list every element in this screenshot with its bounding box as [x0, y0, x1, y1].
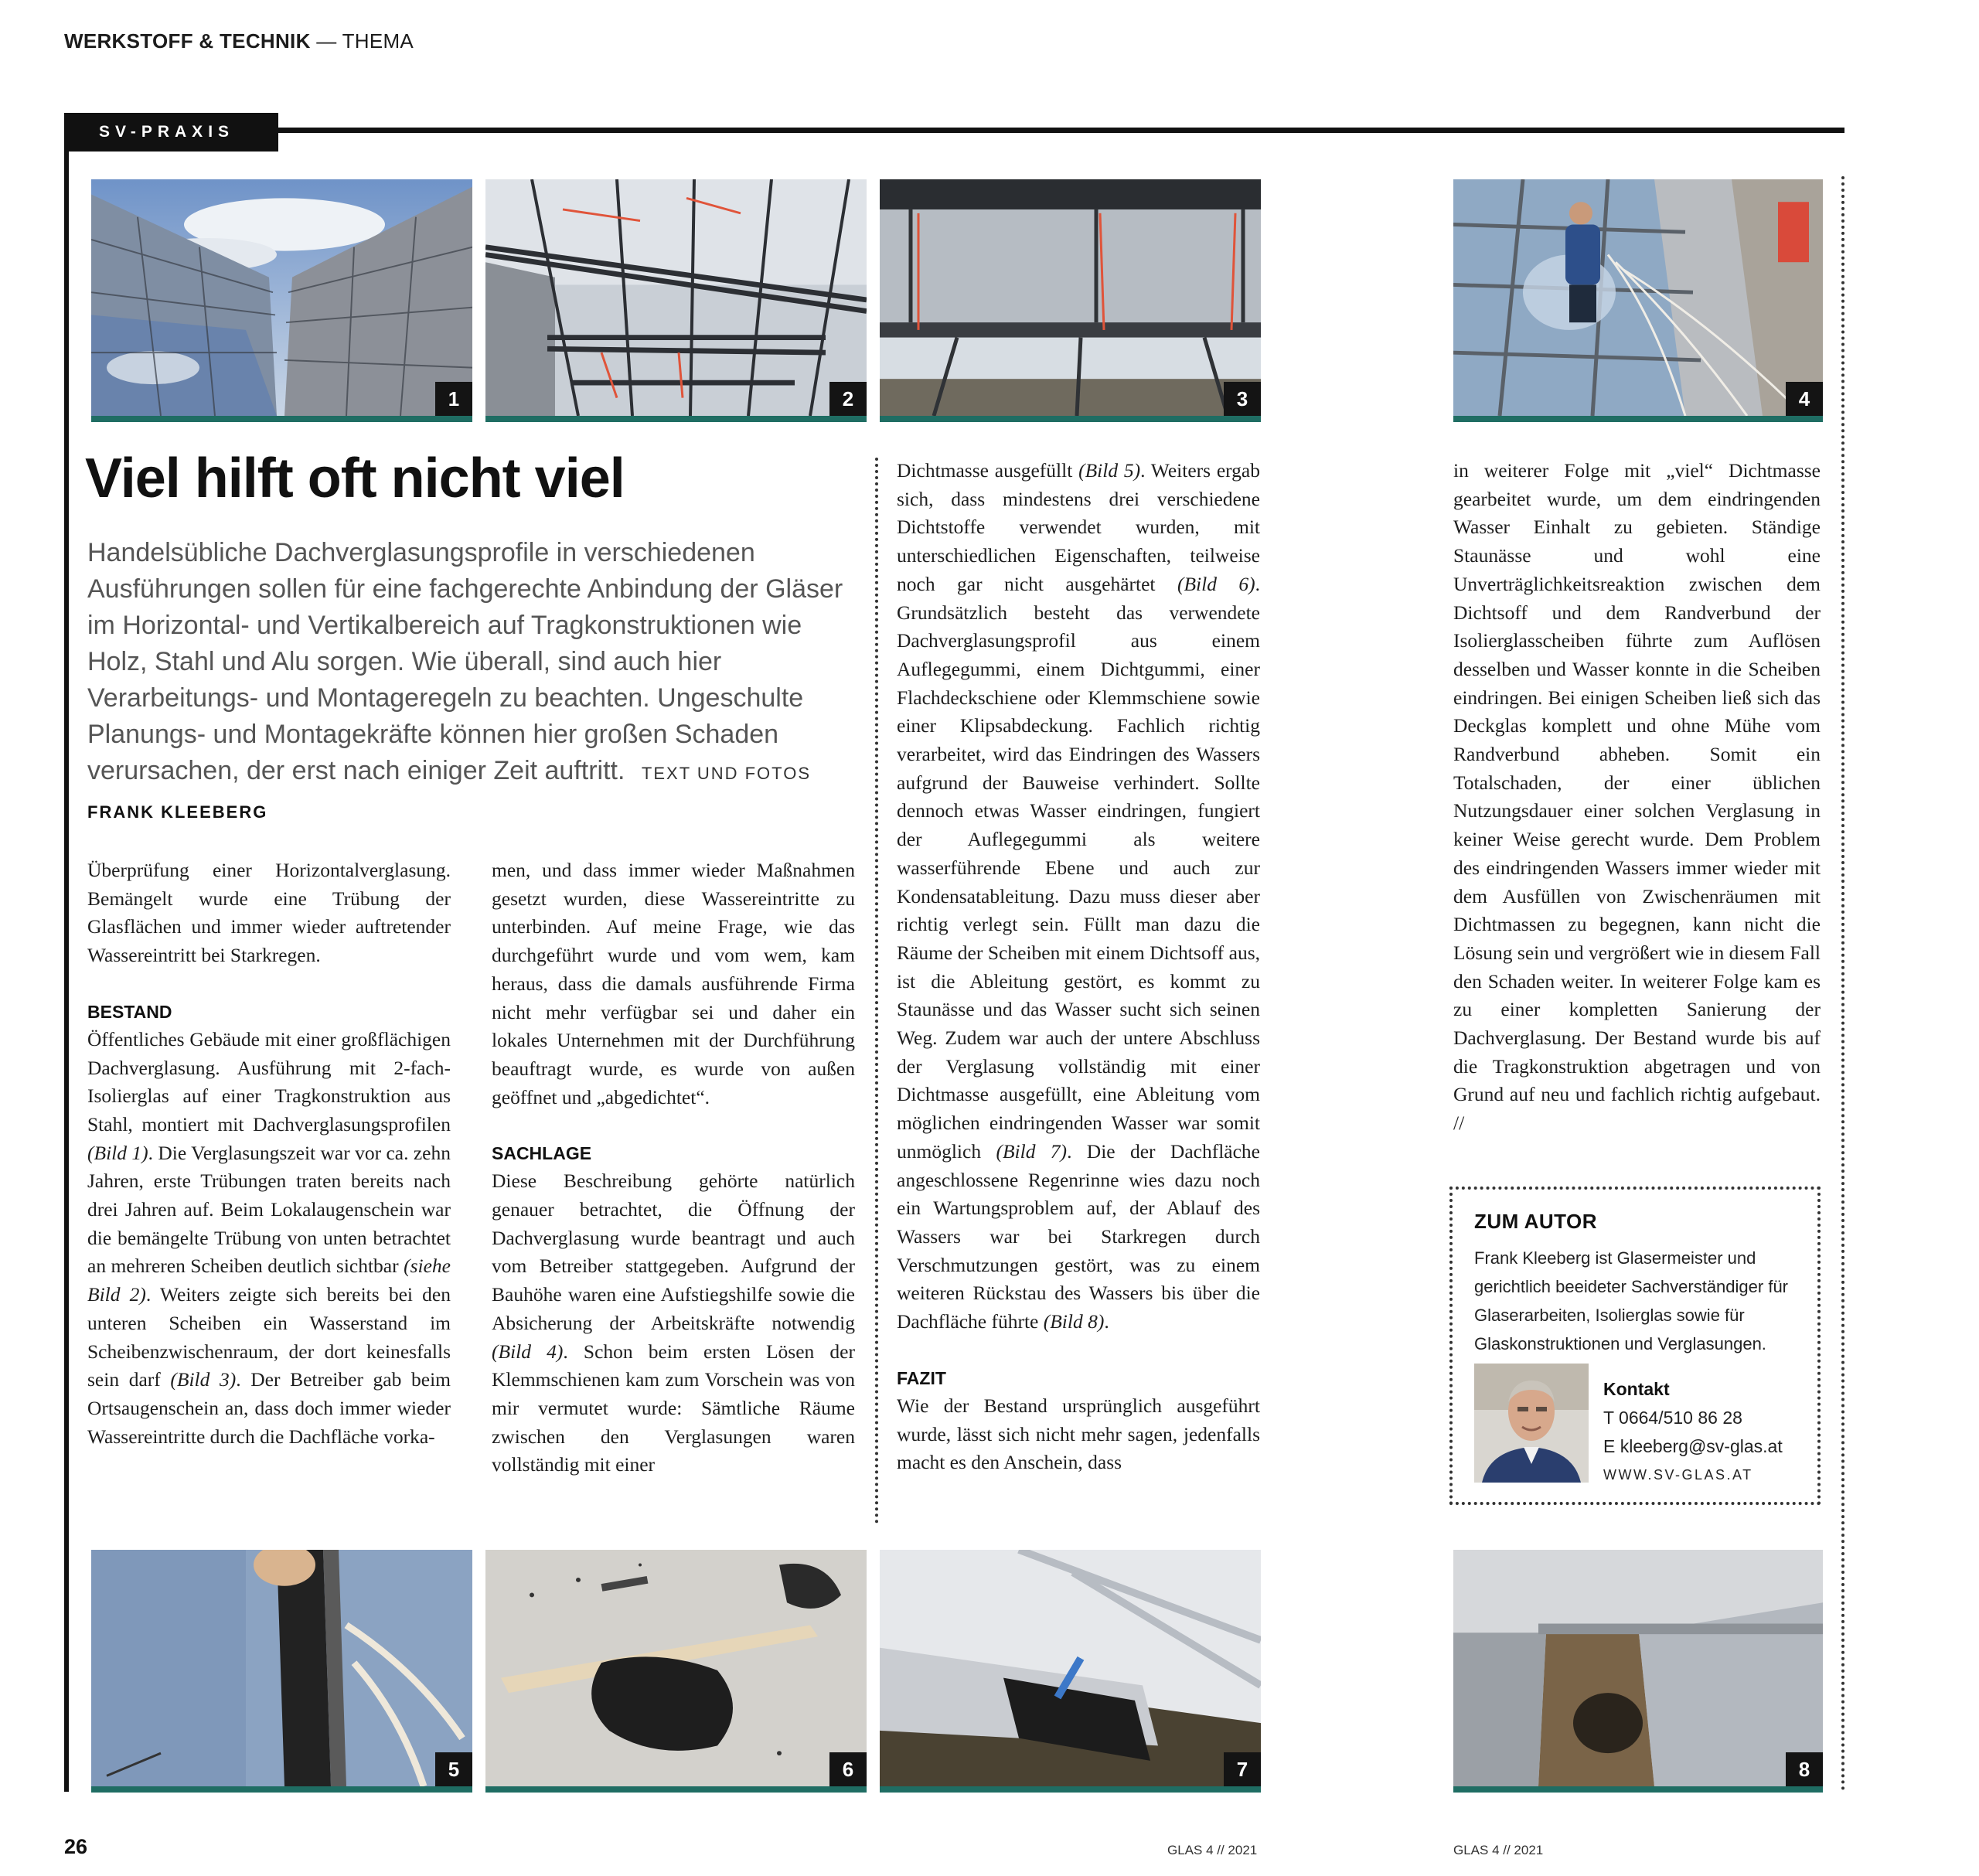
paragraph: Wie der Bestand ursprünglich ausgeführt wurde, lässt sich nicht mehr sagen, jedenfalls macht es den Anschein, dass — [897, 1394, 1260, 1474]
figure-reference: (Bild 1) — [87, 1141, 148, 1164]
issue-footer-right: GLAS 4 // 2021 — [1453, 1843, 1544, 1857]
photo-4-image — [1453, 179, 1823, 416]
text-column-1 — [87, 856, 451, 1451]
contact-website[interactable]: WWW.SV-GLAS.AT — [1603, 1467, 1753, 1483]
contact-phone: T 0664/510 86 28 — [1603, 1408, 1742, 1428]
subsection-name: THEMA — [342, 29, 414, 53]
subheading-bestand: BESTAND — [87, 1001, 172, 1022]
photo-2 — [485, 179, 867, 422]
lead-text: Handelsübliche Dachverglasungsprofile in verschiedenen Ausführungen sollen für eine fachgerechte Anbindung der Gläser im Horizontal- und Vertikalbereich auf Tragkonstruktionen wie Holz, Stahl und Alu sorgen. Wie überall, sind auch hier Verarbeitungs- und Montageregeln zu beachten. Ungeschulte Planungs- und Montagekräfte können hier großen Schaden verursachen, der erst nach einiger Zeit auftritt. — [87, 538, 843, 785]
figure-reference: (Bild 7) — [996, 1139, 1068, 1163]
photo-number: 4 — [1786, 382, 1823, 416]
photo-4 — [1453, 179, 1823, 422]
photo-2-image — [485, 179, 867, 416]
photo-5-image — [91, 1550, 472, 1786]
photo-1-image — [91, 179, 472, 416]
contact-email[interactable]: E kleeberg@sv-glas.at — [1603, 1436, 1783, 1456]
photo-8-image — [1453, 1550, 1823, 1786]
paragraph: Überprüfung einer Horizontalverglasung. Bemängelt wurde eine Trübung der Glasflächen und immer wieder auftretender Wassereintritt bei Starkregen. — [87, 859, 451, 967]
author-portrait-image — [1474, 1364, 1589, 1483]
photo-1 — [91, 179, 472, 422]
paragraph: in weiterer Folge mit „viel“ Dichtmasse gearbeitet wurde, um dem eindringenden Wasser Einhalt zu gebieten. Ständige Staunässe und wohl eine Unverträglichkeitsreaktion zwischen dem Dichtsoff und dem Randverbund der Isolierglasscheiben führte zum Auflösen desselben und Wasser konnte in die Scheiben eindringen. Bei einigen Scheiben ließ sich das Deckglas komplett und ohne Mühe vom Randverbund abheben. Somit ein Totalschaden, der einer üblichen Nutzungsdauer einer solchen Verglasung in keiner Weise gerecht wurde. Dem Problem des eindringenden Wassers immer wieder mit dem Ausfüllen von Zwischenräumen mit Dichtmassen zu begegnen, kann nicht die Lösung sein und vergrößert wie in diesem Fall den Schaden weiter. In weiterer Folge kam es zu einer kompletten Sanierung der Dachverglasung. Der Bestand wurde bis auf die Tragkonstruktion abgetragen und von Grund auf neu und fachlich richtig aufgebaut. // — [1453, 459, 1821, 1135]
author-bio: Frank Kleeberg ist Glasermeister und gerichtlich beeideter Sachverständiger für Glaserarbeiten, Isolierglas sowie für Glaskonstruktionen und Verglasungen. — [1474, 1248, 1789, 1353]
subheading-fazit: FAZIT — [897, 1367, 946, 1388]
photo-7-image — [880, 1550, 1261, 1786]
section-separator: — — [316, 29, 337, 53]
photo-8 — [1453, 1550, 1823, 1793]
section-header — [64, 29, 414, 53]
photo-number: 5 — [435, 1752, 472, 1786]
paragraph: men, und dass immer wieder Maßnahmen gesetzt wurden, diese Wassereintritte zu unterbinden. Auf meine Frage, wie das durchgeführt wurde und vom wem, kam heraus, dass die damals ausführende Firma nicht mehr verfügbar sei und daher ein lokales Unternehmen mit der Durchführung beauftragt wurde, es wurde von außen geöffnet und „abgedichtet“. — [492, 859, 855, 1108]
text-column-2 — [492, 856, 855, 1479]
photo-6 — [485, 1550, 867, 1793]
column-label: SV-PRAXIS — [64, 113, 278, 152]
photo-6-image — [485, 1550, 867, 1786]
paragraph: Öffentliches Gebäude mit einer großflächigen Dachverglasung. Ausführung mit 2-fach-Isolierglas auf einer Tragkonstruktion aus Stahl, montiert mit Dachverglasungsprofilen (Bild 1). Die Verglasungszeit war vor ca. zehn Jahren, erste Trübungen traten bereits nach drei Jahren auf. Beim Lokalaugenschein war die bemängelte Trübung von unten betrachtet an mehreren Scheiben deutlich sichtbar (siehe Bild 2). Weiters zeigte sich bereits bei den unteren Scheiben ein Wasserstand im Scheibenzwischenraum, der dort keinesfalls sein darf (Bild 3). Der Betreiber gab beim Ortsaugenschein an, dass doch immer wieder Wassereintritte durch die Dachfläche vorka- — [87, 1027, 451, 1448]
author-contact — [1603, 1375, 1783, 1490]
author-box — [1449, 1187, 1821, 1505]
author-box-title: ZUM AUTOR — [1474, 1210, 1598, 1233]
page-edge-divider — [1841, 176, 1844, 1792]
photo-3 — [880, 179, 1261, 422]
photo-5 — [91, 1550, 472, 1793]
article-lead — [87, 535, 853, 830]
frame-left-rule — [64, 113, 69, 1792]
figure-reference: (Bild 3) — [170, 1368, 237, 1391]
section-name: WERKSTOFF & TECHNIK — [64, 29, 311, 53]
photo-7 — [880, 1550, 1261, 1793]
credit-prefix: TEXT UND FOTOS — [641, 764, 811, 783]
paragraph: Diese Beschreibung gehörte natürlich genauer betrachtet, die Öffnung der Dachverglasung wurde beantragt und auch vom Betreiber stattgegeben. Aufgrund der Bauhöhe waren eine Aufstiegshilfe sowie die Absicherung der Arbeitskräfte notwendig (Bild 4). Schon beim ersten Lösen der Klemmschienen kam zum Vorschein was von mir vermutet wurde: Sämtliche Räume zwischen den Verglasungen waren vollständig mit einer — [492, 1170, 855, 1476]
figure-reference: (Bild 4) — [492, 1340, 564, 1363]
figure-reference: (Bild 5) — [1078, 459, 1141, 482]
subheading-sachlage: SACHLAGE — [492, 1143, 592, 1164]
paragraph: Dichtmasse ausgefüllt (Bild 5). Weiters ergab sich, dass mindestens drei verschiedene Dichtstoffe verwendet wurden, mit unterschiedlichen Eigenschaften, teilweise noch gar nicht ausgehärtet (Bild 6). Grundsätzlich besteht das verwendete Dachverglasungsprofil aus einem Auflegegummi, einem Dichtgummi, einer Flachdeckschiene oder Klemmschiene sowie einer Klipsabdeckung. Fachlich richtig verarbeitet, wird das Eindringen des Wassers aufgrund der Bauweise verhindert. Sollte dennoch etwas Wasser eindringen, fungiert der Auflegegummi als weitere wasserführende Ebene und auch zur Kondensatableitung. Dazu muss dieser aber richtig verlegt sein. Füllt man dazu die Räume der Scheiben mit einem Dichtsoff aus, ist die Ableitung gestört, es kommt zu Staunässe und das Wasser sucht sich seinen Weg. Zudem war auch der untere Abschluss der Verglasung vollständig mit einer Dichtmasse ausgefüllt, eine Ableitung vom möglichen eindringenden Wasser war somit unmöglich (Bild 7). Die der Dachfläche angeschlossene Regenrinne wies dazu noch ein Wartungsproblem auf, der Ablauf des Wassers war bei Starkregen durch Verschmutzungen gestört, was zu einem weiteren Rückstau des Wassers bis über die Dachfläche führte (Bild 8). — [897, 459, 1261, 1333]
page-number: 26 — [64, 1835, 88, 1858]
issue-footer-left: GLAS 4 // 2021 — [1167, 1843, 1258, 1857]
photo-number: 3 — [1224, 382, 1261, 416]
photo-number: 1 — [435, 382, 472, 416]
contact-label: Kontakt — [1603, 1379, 1670, 1399]
text-column-4 — [1453, 457, 1821, 1138]
author-portrait — [1474, 1364, 1589, 1483]
figure-reference: (siehe Bild 2) — [87, 1255, 451, 1306]
column-divider — [875, 458, 878, 1524]
figure-reference: (Bild 6) — [1177, 572, 1255, 595]
photo-number: 7 — [1224, 1752, 1261, 1786]
credit-author: FRANK KLEEBERG — [87, 802, 268, 822]
frame-top-rule — [278, 128, 1844, 133]
photo-3-image — [880, 179, 1261, 416]
text-column-3 — [897, 457, 1260, 1477]
photo-number: 6 — [829, 1752, 867, 1786]
article-title: Viel hilft oft nicht viel — [85, 448, 625, 509]
photo-number: 2 — [829, 382, 867, 416]
photo-number: 8 — [1786, 1752, 1823, 1786]
figure-reference: (Bild 8) — [1043, 1310, 1105, 1333]
